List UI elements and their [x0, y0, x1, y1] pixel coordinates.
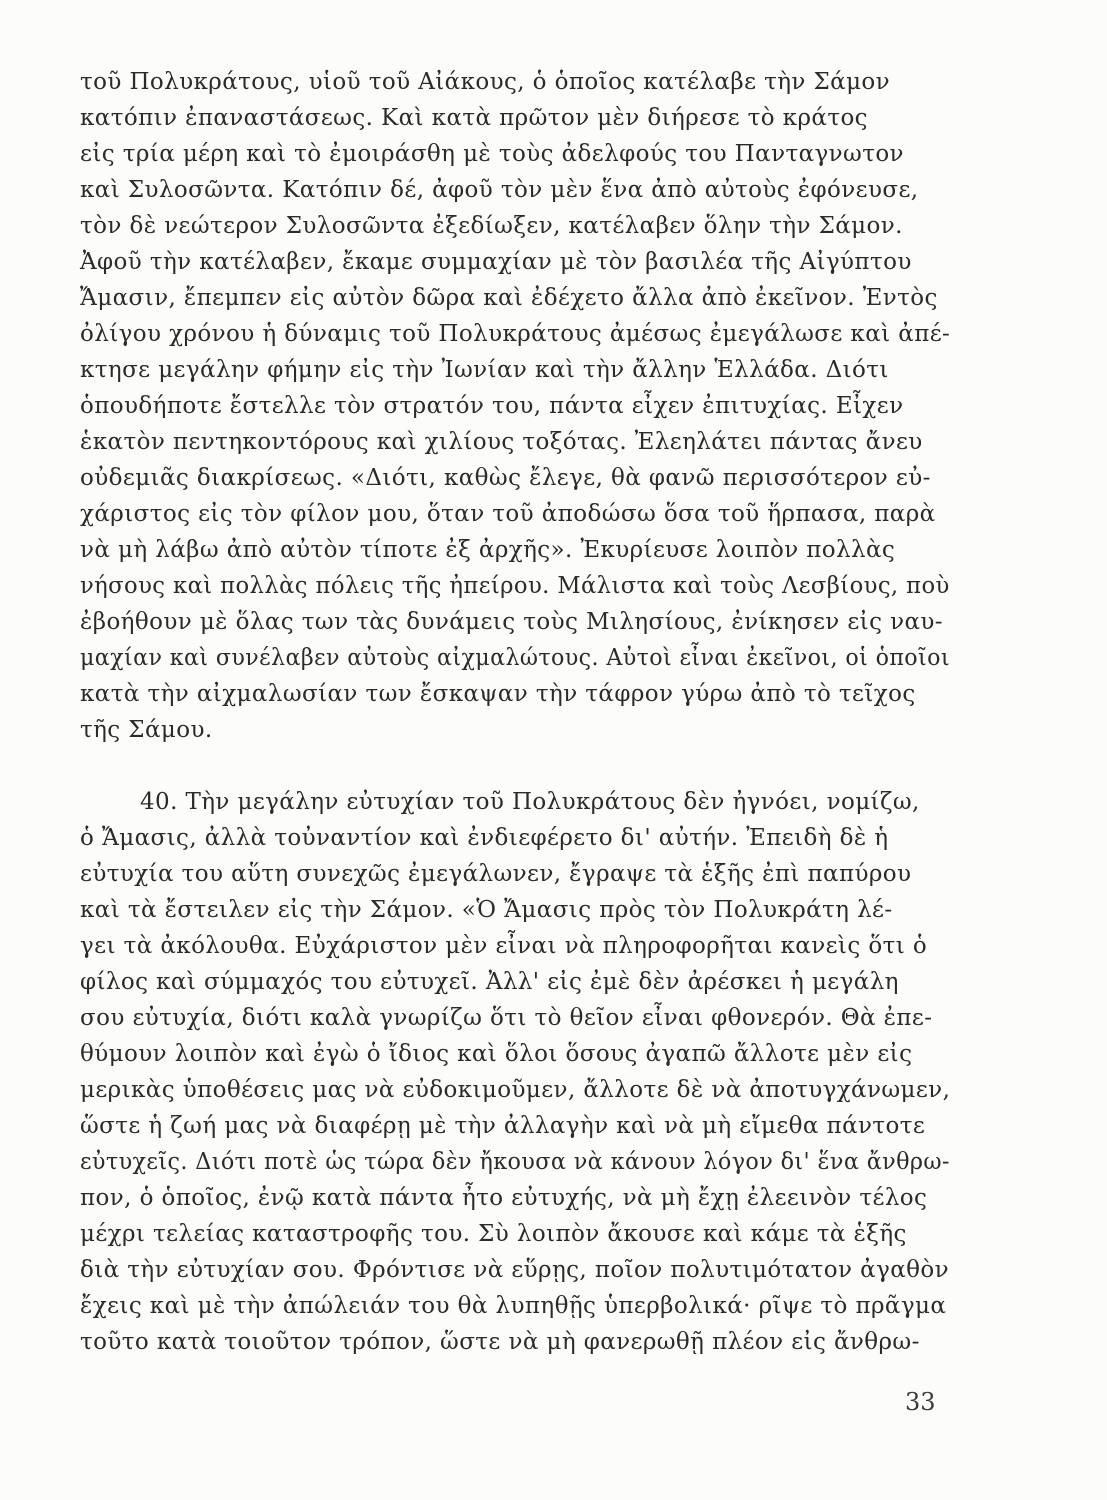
- text-line: κατὰ τὴν αἰχμαλωσίαν των ἔσκαψαν τὴν τάφρον γύρω ἀπὸ τὸ τεῖχος: [80, 681, 916, 707]
- text-line: κτησε μεγάλην φήμην εἰς τὴν Ἰωνίαν καὶ τὴν ἄλλην Ἑλλάδα. Διότι: [80, 357, 889, 383]
- text-line: γει τὰ ἀκόλουθα. Εὐχάριστον μὲν εἶναι νὰ πληροφορῆται κανεὶς ὅτι ὁ: [80, 933, 928, 959]
- page-number: 33: [905, 1388, 936, 1416]
- text-line: νήσους καὶ πολλὰς πόλεις τῆς ἠπείρου. Μάλιστα καὶ τοὺς Λεσβίους, ποὺ: [80, 573, 950, 599]
- text-line: ἐβοήθουν μὲ ὅλας των τὰς δυνάμεις τοὺς Μιλησίους, ἐνίκησεν εἰς ναυ-: [80, 609, 943, 635]
- text-line: ὀλίγου χρόνου ἡ δύναμις τοῦ Πολυκράτους ἀμέσως ἐμεγάλωσε καὶ ἀπέ-: [80, 321, 951, 347]
- text-line: μέχρι τελείας καταστροφῆς του. Σὺ λοιπὸν ἄκουσε καὶ κάμε τὰ ἑξῆς: [80, 1221, 907, 1247]
- text-line: καὶ τὰ ἔστειλεν εἰς τὴν Σάμον. «Ὁ Ἄμασις πρὸς τὸν Πολυκράτη λέ-: [80, 897, 893, 923]
- text-line: θύμουν λοιπὸν καὶ ἐγὼ ὁ ἴδιος καὶ ὅλοι ὅσους ἀγαπῶ ἄλλοτε μὲν εἰς: [80, 1041, 913, 1067]
- text-line: εὐτυχία του αὕτη συνεχῶς ἐμεγάλωνεν, ἔγραψε τὰ ἑξῆς ἐπὶ παπύρου: [80, 861, 912, 887]
- text-line: Ἀφοῦ τὴν κατέλαβεν, ἔκαμε συμμαχίαν μὲ τὸν βασιλέα τῆς Αἰγύπτου: [80, 249, 912, 275]
- text-line: τὸν δὲ νεώτερον Συλοσῶντα ἐξεδίωξεν, κατέλαβεν ὅλην τὴν Σάμον.: [80, 213, 903, 239]
- text-line: χάριστος εἰς τὸν φίλον μου, ὅταν τοῦ ἀποδώσω ὅσα τοῦ ἥρπασα, παρὰ: [80, 501, 936, 527]
- text-line: ὁ Ἄμασις, ἀλλὰ τοὐναντίον καὶ ἐνδιεφέρετο δι' αὐτήν. Ἐπειδὴ δὲ ἡ: [80, 825, 889, 851]
- text-line: μερικὰς ὑποθέσεις μας νὰ εὐδοκιμοῦμεν, ἄλλοτε δὲ νὰ ἀποτυγχάνωμεν,: [80, 1077, 951, 1103]
- text-line: τῆς Σάμου.: [80, 717, 213, 743]
- section-start-line: 40. Τὴν μεγάλην εὐτυχίαν τοῦ Πολυκράτους δὲν ἠγνόει, νομίζω,: [140, 789, 920, 815]
- text-line: σου εὐτυχία, διότι καλὰ γνωρίζω ὅτι τὸ θεῖον εἶναι φθονερόν. Θὰ ἐπε-: [80, 1005, 933, 1031]
- text-line: καὶ Συλοσῶντα. Κατόπιν δέ, ἀφοῦ τὸν μὲν ἕνα ἀπὸ αὐτοὺς ἐφόνευσε,: [80, 177, 919, 203]
- text-line: κατόπιν ἐπαναστάσεως. Καὶ κατὰ πρῶτον μὲν διήρεσε τὸ κράτος: [80, 105, 868, 131]
- text-line: τοῦτο κατὰ τοιοῦτον τρόπον, ὥστε νὰ μὴ φανερωθῇ πλέον εἰς ἄνθρω-: [80, 1329, 920, 1355]
- text-line: πον, ὁ ὁποῖος, ἐνῷ κατὰ πάντα ἦτο εὐτυχής, νὰ μὴ ἔχῃ ἐλεεινὸν τέλος: [80, 1185, 928, 1211]
- text-line: εὐτυχεῖς. Διότι ποτὲ ὡς τώρα δὲν ἤκουσα νὰ κάνουν λόγον δι' ἕνα ἄνθρω-: [80, 1149, 950, 1175]
- text-line: ὁπουδήποτε ἔστελλε τὸν στρατόν του, πάντα εἶχεν ἐπιτυχίας. Εἶχεν: [80, 393, 904, 419]
- text-line: φίλος καὶ σύμμαχός του εὐτυχεῖ. Ἀλλ' εἰς ἐμὲ δὲν ἀρέσκει ἡ μεγάλη: [80, 969, 899, 995]
- text-line: τοῦ Πολυκράτους, υἱοῦ τοῦ Αἰάκους, ὁ ὁποῖος κατέλαβε τὴν Σάμον: [80, 69, 891, 95]
- text-line: μαχίαν καὶ συνέλαβεν αὐτοὺς αἰχμαλώτους. Αὐτοὶ εἶναι ἐκεῖνοι, οἱ ὁποῖοι: [80, 645, 950, 671]
- text-line: διὰ τὴν εὐτυχίαν σου. Φρόντισε νὰ εὕρῃς, ποῖον πολυτιμότατον ἀγαθὸν: [80, 1257, 950, 1283]
- text-line: εἰς τρία μέρη καὶ τὸ ἐμοιράσθη μὲ τοὺς ἀδελφούς του Πανταγνωτον: [80, 141, 904, 167]
- text-line: οὐδεμιᾶς διακρίσεως. «Διότι, καθὼς ἔλεγε, θὰ φανῶ περισσότερον εὐ-: [80, 465, 931, 491]
- text-line: νὰ μὴ λάβω ἀπὸ αὐτὸν τίποτε ἐξ ἀρχῆς». Ἐκυρίευσε λοιπὸν πολλὰς: [80, 537, 896, 563]
- text-line: ἔχεις καὶ μὲ τὴν ἀπώλειάν του θὰ λυπηθῇς ὑπερβολικά· ρῖψε τὸ πρᾶγμα: [80, 1293, 947, 1319]
- text-line: ὥστε ἡ ζωή μας νὰ διαφέρῃ μὲ τὴν ἀλλαγὴν καὶ νὰ μὴ εἴμεθα πάντοτε: [80, 1113, 926, 1139]
- text-line: ἑκατὸν πεντηκοντόρους καὶ χιλίους τοξότας. Ἐλεηλάτει πάντας ἄνευ: [80, 429, 923, 455]
- text-line: Ἄμασιν, ἔπεμπεν εἰς αὐτὸν δῶρα καὶ ἐδέχετο ἄλλα ἀπὸ ἐκεῖνον. Ἐντὸς: [80, 285, 938, 311]
